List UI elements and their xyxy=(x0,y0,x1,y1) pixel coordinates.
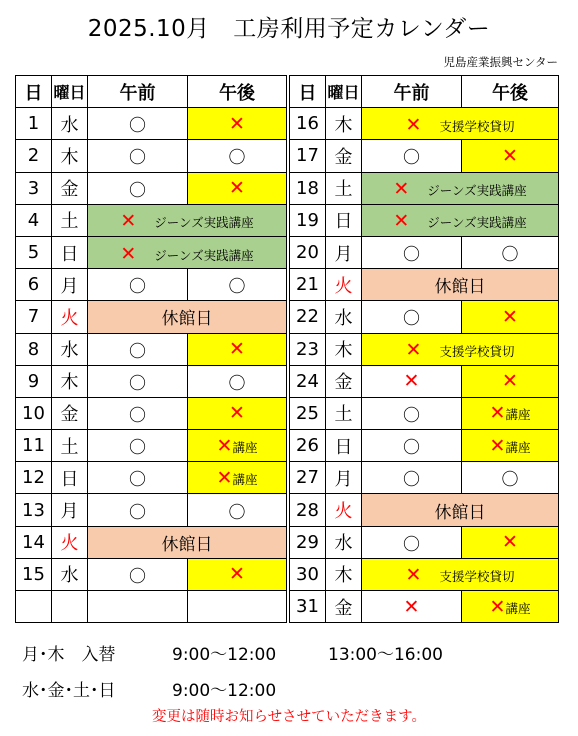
change-notice: 変更は随時お知らせさせていただきます。 xyxy=(152,709,426,725)
header-pm: 午後 xyxy=(462,76,559,108)
hours-days-label: 月･木 入替 xyxy=(22,645,116,665)
weekday: 月 xyxy=(326,462,362,494)
weekday: 土 xyxy=(326,172,362,204)
open-circle-icon: 〇 xyxy=(403,470,420,491)
pm-cell xyxy=(188,172,287,204)
calendar-row xyxy=(16,558,287,590)
closed-cross-icon: ✕ xyxy=(403,370,420,393)
open-circle-icon: 〇 xyxy=(403,148,420,169)
pm-cell xyxy=(462,365,559,397)
closed-cross-icon: ✕ xyxy=(229,402,245,425)
closed-cross-icon: ✕ xyxy=(489,402,506,425)
open-circle-icon: 〇 xyxy=(129,405,146,426)
pm-cell xyxy=(188,494,287,526)
am-cell xyxy=(362,365,462,397)
weekday: 土 xyxy=(52,204,88,236)
open-circle-icon: 〇 xyxy=(129,566,146,587)
cell-note: 講座 xyxy=(232,439,258,455)
calendar-row xyxy=(290,172,559,204)
cell-note: ジーンズ実践講座 xyxy=(154,247,254,263)
calendar-row xyxy=(290,269,559,301)
weekday: 木 xyxy=(326,558,362,590)
open-circle-icon: 〇 xyxy=(129,373,146,394)
weekday: 水 xyxy=(52,333,88,365)
full-day-cell xyxy=(362,108,559,140)
open-circle-icon: 〇 xyxy=(403,405,420,426)
hours-line-weekday-swap xyxy=(22,640,443,665)
calendar-row xyxy=(16,462,287,494)
day-number: 31 xyxy=(290,591,326,623)
day-number: 16 xyxy=(290,108,326,140)
pm-cell xyxy=(188,430,287,462)
weekday: 金 xyxy=(52,172,88,204)
cell-note: 講座 xyxy=(232,471,258,487)
cell-note: 支援学校貸切 xyxy=(439,344,515,360)
weekday: 木 xyxy=(52,365,88,397)
am-cell xyxy=(88,108,188,140)
open-circle-icon: 〇 xyxy=(129,470,146,491)
cell-note: 講座 xyxy=(505,407,531,423)
closed-cross-icon: ✕ xyxy=(502,144,518,167)
weekday xyxy=(52,591,88,623)
calendar-row xyxy=(16,494,287,526)
calendar-row xyxy=(290,430,559,462)
open-circle-icon: 〇 xyxy=(129,180,146,201)
calendar-row xyxy=(290,108,559,140)
day-number: 25 xyxy=(290,397,326,429)
day-number: 12 xyxy=(16,462,52,494)
weekday: 土 xyxy=(326,397,362,429)
weekday: 火 xyxy=(326,269,362,301)
full-day-cell xyxy=(88,236,287,268)
closed-cross-icon: ✕ xyxy=(229,563,245,586)
closed-day-cell xyxy=(88,526,287,558)
header-day: 日 xyxy=(290,76,326,108)
header-am: 午前 xyxy=(362,76,462,108)
open-circle-icon: 〇 xyxy=(501,470,519,491)
day-number: 19 xyxy=(290,204,326,236)
open-circle-icon: 〇 xyxy=(501,245,519,266)
cell-note: 支援学校貸切 xyxy=(439,118,515,134)
calendar-row xyxy=(290,236,559,268)
day-number: 3 xyxy=(16,172,52,204)
full-day-cell xyxy=(362,172,559,204)
open-circle-icon: 〇 xyxy=(403,534,420,555)
am-cell xyxy=(88,591,188,623)
calendar-row xyxy=(290,526,559,558)
full-day-cell xyxy=(362,558,559,590)
calendar-row xyxy=(16,269,287,301)
cell-note: 休館日 xyxy=(161,309,213,330)
hours-morning: 9:00～12:00 xyxy=(172,681,277,701)
closed-cross-icon: ✕ xyxy=(405,564,422,587)
calendar-row xyxy=(16,333,287,365)
calendar-row xyxy=(16,430,287,462)
header-day: 日 xyxy=(16,76,52,108)
cell-note: 講座 xyxy=(505,600,531,616)
page-title: 2025.10月 工房利用予定カレンダー xyxy=(87,16,491,42)
cell-note: 休館日 xyxy=(434,502,486,523)
calendar-row xyxy=(16,526,287,558)
day-number xyxy=(16,591,52,623)
pm-cell xyxy=(462,526,559,558)
closed-day-cell xyxy=(362,494,559,526)
closed-cross-icon: ✕ xyxy=(229,177,245,200)
calendar-row xyxy=(16,172,287,204)
day-number: 26 xyxy=(290,430,326,462)
weekday: 土 xyxy=(52,430,88,462)
closed-cross-icon: ✕ xyxy=(502,305,518,328)
hours-days-label: 水･金･土･日 xyxy=(22,681,116,701)
calendar-row xyxy=(16,140,287,172)
closed-cross-icon: ✕ xyxy=(229,338,245,361)
calendar-row xyxy=(290,301,559,333)
hours-morning: 9:00～12:00 xyxy=(172,645,277,665)
weekday: 日 xyxy=(52,236,88,268)
am-cell xyxy=(88,172,188,204)
am-cell xyxy=(362,526,462,558)
calendar-row xyxy=(290,397,559,429)
closed-day-cell xyxy=(362,269,559,301)
day-number: 15 xyxy=(16,558,52,590)
header-row xyxy=(16,76,287,108)
day-number: 10 xyxy=(16,397,52,429)
cell-note: 講座 xyxy=(505,439,531,455)
calendar-row xyxy=(290,558,559,590)
header-pm: 午後 xyxy=(188,76,287,108)
day-number: 8 xyxy=(16,333,52,365)
weekday: 金 xyxy=(326,591,362,623)
am-cell xyxy=(88,365,188,397)
weekday: 月 xyxy=(52,269,88,301)
calendar-row xyxy=(290,140,559,172)
open-circle-icon: 〇 xyxy=(129,277,146,298)
am-cell xyxy=(88,397,188,429)
day-number: 23 xyxy=(290,333,326,365)
cell-note: 休館日 xyxy=(434,277,486,298)
pm-cell xyxy=(188,462,287,494)
open-circle-icon: 〇 xyxy=(228,373,246,394)
weekday: 月 xyxy=(52,494,88,526)
day-number: 28 xyxy=(290,494,326,526)
weekday: 木 xyxy=(326,333,362,365)
closed-cross-icon: ✕ xyxy=(489,595,506,618)
pm-cell xyxy=(188,333,287,365)
open-circle-icon: 〇 xyxy=(129,148,146,169)
am-cell xyxy=(362,236,462,268)
day-number: 27 xyxy=(290,462,326,494)
weekday: 火 xyxy=(52,526,88,558)
open-circle-icon: 〇 xyxy=(129,502,146,523)
pm-cell xyxy=(188,108,287,140)
weekday: 木 xyxy=(326,108,362,140)
closed-cross-icon: ✕ xyxy=(393,178,410,201)
day-number: 30 xyxy=(290,558,326,590)
weekday: 水 xyxy=(326,526,362,558)
closed-cross-icon: ✕ xyxy=(120,242,137,265)
day-number: 7 xyxy=(16,301,52,333)
open-circle-icon: 〇 xyxy=(228,148,246,169)
cell-note: 休館日 xyxy=(161,534,213,555)
day-number: 5 xyxy=(16,236,52,268)
am-cell xyxy=(88,462,188,494)
am-cell xyxy=(362,462,462,494)
cell-note: 支援学校貸切 xyxy=(439,569,515,585)
am-cell xyxy=(88,269,188,301)
day-number: 11 xyxy=(16,430,52,462)
header-row xyxy=(290,76,559,108)
pm-cell xyxy=(462,462,559,494)
header-weekday: 曜日 xyxy=(326,76,362,108)
open-circle-icon: 〇 xyxy=(403,438,420,459)
closed-cross-icon: ✕ xyxy=(489,434,506,457)
closed-cross-icon: ✕ xyxy=(216,466,233,489)
open-circle-icon: 〇 xyxy=(228,502,246,523)
closed-cross-icon: ✕ xyxy=(403,595,420,618)
open-circle-icon: 〇 xyxy=(129,341,146,362)
am-cell xyxy=(88,140,188,172)
pm-cell xyxy=(462,140,559,172)
closed-cross-icon: ✕ xyxy=(405,339,422,362)
am-cell xyxy=(362,430,462,462)
pm-cell xyxy=(188,558,287,590)
calendar-row xyxy=(16,397,287,429)
day-number: 20 xyxy=(290,236,326,268)
header-am: 午前 xyxy=(88,76,188,108)
pm-cell xyxy=(462,591,559,623)
weekday: 金 xyxy=(52,397,88,429)
day-number: 21 xyxy=(290,269,326,301)
closed-cross-icon: ✕ xyxy=(120,210,137,233)
weekday: 金 xyxy=(326,365,362,397)
weekday: 月 xyxy=(326,236,362,268)
day-number: 22 xyxy=(290,301,326,333)
am-cell xyxy=(362,301,462,333)
day-number: 6 xyxy=(16,269,52,301)
weekday: 日 xyxy=(326,204,362,236)
calendar-row xyxy=(16,108,287,140)
closed-day-cell xyxy=(88,301,287,333)
weekday: 火 xyxy=(326,494,362,526)
calendar-row xyxy=(16,365,287,397)
header-weekday: 曜日 xyxy=(52,76,88,108)
am-cell xyxy=(88,430,188,462)
calendar-table-left xyxy=(15,75,287,623)
open-circle-icon: 〇 xyxy=(228,277,246,298)
day-number: 9 xyxy=(16,365,52,397)
open-circle-icon: 〇 xyxy=(403,245,420,266)
day-number: 29 xyxy=(290,526,326,558)
pm-cell xyxy=(462,430,559,462)
full-day-cell xyxy=(88,204,287,236)
pm-cell xyxy=(188,269,287,301)
calendar-row xyxy=(290,462,559,494)
cell-note: ジーンズ実践講座 xyxy=(427,215,527,231)
open-circle-icon: 〇 xyxy=(129,116,146,137)
day-number: 14 xyxy=(16,526,52,558)
full-day-cell xyxy=(362,333,559,365)
pm-cell xyxy=(188,365,287,397)
weekday: 日 xyxy=(326,430,362,462)
closed-cross-icon: ✕ xyxy=(502,370,518,393)
day-number: 4 xyxy=(16,204,52,236)
calendar-row xyxy=(290,591,559,623)
calendar-table-right xyxy=(289,75,559,623)
calendar-row xyxy=(290,494,559,526)
pm-cell xyxy=(188,591,287,623)
calendar-row xyxy=(290,204,559,236)
cell-note: ジーンズ実践講座 xyxy=(427,183,527,199)
calendar-row xyxy=(16,591,287,623)
am-cell xyxy=(88,558,188,590)
closed-cross-icon: ✕ xyxy=(502,531,518,554)
hours-line-other-days xyxy=(22,676,277,701)
pm-cell xyxy=(188,397,287,429)
open-circle-icon: 〇 xyxy=(129,438,146,459)
calendar-row xyxy=(290,365,559,397)
am-cell xyxy=(88,494,188,526)
day-number: 24 xyxy=(290,365,326,397)
cell-note: ジーンズ実践講座 xyxy=(154,215,254,231)
day-number: 2 xyxy=(16,140,52,172)
hours-afternoon: 13:00～16:00 xyxy=(328,645,443,665)
day-number: 1 xyxy=(16,108,52,140)
closed-cross-icon: ✕ xyxy=(216,434,233,457)
am-cell xyxy=(362,397,462,429)
weekday: 水 xyxy=(326,301,362,333)
weekday: 水 xyxy=(52,558,88,590)
closed-cross-icon: ✕ xyxy=(229,112,245,135)
calendar-row xyxy=(16,301,287,333)
open-circle-icon: 〇 xyxy=(403,309,420,330)
calendar-row xyxy=(290,333,559,365)
weekday: 金 xyxy=(326,140,362,172)
day-number: 18 xyxy=(290,172,326,204)
weekday: 火 xyxy=(52,301,88,333)
closed-cross-icon: ✕ xyxy=(405,113,422,136)
pm-cell xyxy=(462,397,559,429)
pm-cell xyxy=(462,236,559,268)
weekday: 木 xyxy=(52,140,88,172)
day-number: 17 xyxy=(290,140,326,172)
am-cell xyxy=(88,333,188,365)
weekday: 日 xyxy=(52,462,88,494)
closed-cross-icon: ✕ xyxy=(393,210,410,233)
calendar-row xyxy=(16,236,287,268)
day-number: 13 xyxy=(16,494,52,526)
calendar-row xyxy=(16,204,287,236)
am-cell xyxy=(362,591,462,623)
weekday: 水 xyxy=(52,108,88,140)
pm-cell xyxy=(188,140,287,172)
am-cell xyxy=(362,140,462,172)
organization-name: 児島産業振興センター xyxy=(443,55,558,69)
full-day-cell xyxy=(362,204,559,236)
pm-cell xyxy=(462,301,559,333)
